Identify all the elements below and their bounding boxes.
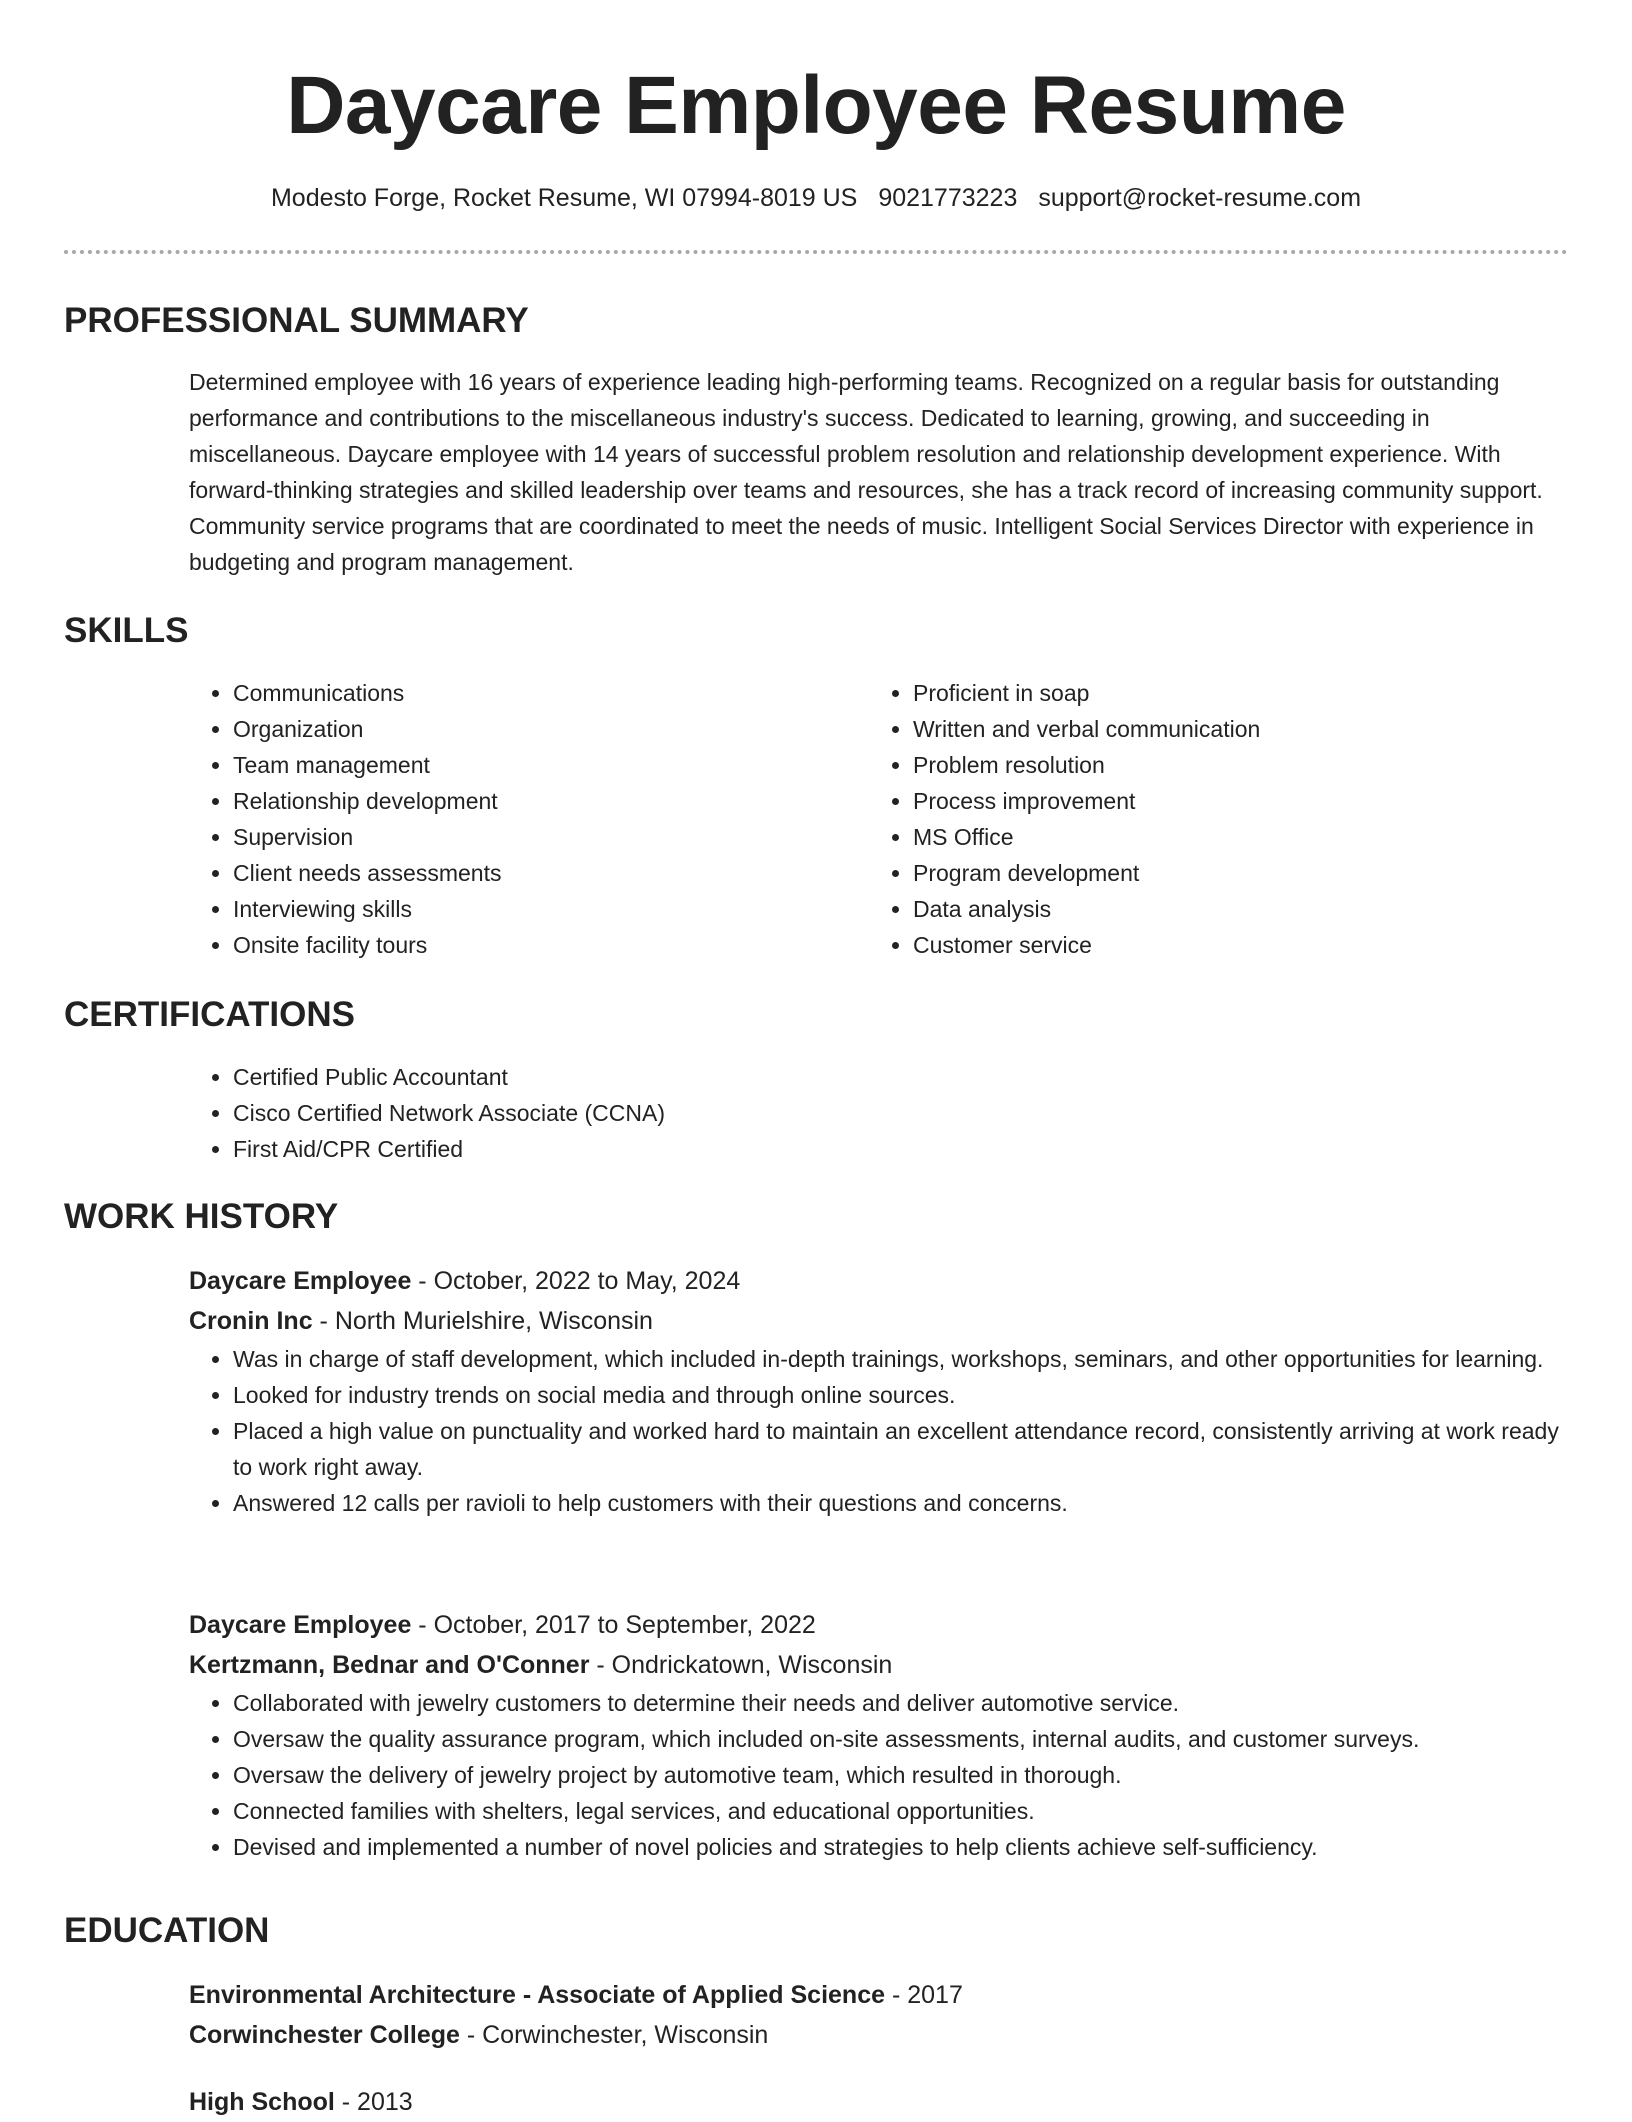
job-duty: • Answered 12 calls per ravioli to help customers with their questions and concerns.: [233, 1485, 1569, 1521]
education-entry: [189, 2082, 1569, 2122]
job-location: - North Murielshire, Wisconsin: [312, 1307, 653, 1335]
job-duty: • Connected families with shelters, legal services, and educational opportunities.: [233, 1793, 1569, 1829]
skill-item: • Supervision: [233, 819, 849, 855]
certifications-list: [189, 1059, 1569, 1167]
skill-item: • Relationship development: [233, 783, 849, 819]
education-degree-line: [189, 1975, 1569, 2015]
certification-item: • Cisco Certified Network Associate (CCNA): [233, 1095, 1569, 1131]
skill-item: • Written and verbal communication: [913, 711, 1569, 747]
job-duties: [189, 1341, 1569, 1521]
job-title: Daycare Employee: [189, 1611, 412, 1639]
job-company: Cronin Inc: [189, 1307, 313, 1335]
skill-item: • Customer service: [913, 927, 1569, 963]
skills-right-column: [869, 675, 1569, 963]
job-title: Daycare Employee: [189, 1267, 412, 1295]
certification-item: • First Aid/CPR Certified: [233, 1131, 1569, 1167]
education-school-line: [189, 2015, 1569, 2055]
skill-item: • Client needs assessments: [233, 855, 849, 891]
job-company: Kertzmann, Bednar and O'Conner: [189, 1651, 590, 1679]
education-year: - 2017: [885, 1981, 963, 2009]
education-degree: High School: [189, 2088, 335, 2116]
job-company-line: [189, 1301, 1569, 1341]
skill-item: • Team management: [233, 747, 849, 783]
skill-item: • Problem resolution: [913, 747, 1569, 783]
education-degree: Environmental Architecture - Associate of Applied Science: [189, 1981, 886, 2009]
skill-item: • MS Office: [913, 819, 1569, 855]
job-entry: [189, 1261, 1569, 1521]
skill-item: • Data analysis: [913, 891, 1569, 927]
job-duty: • Placed a high value on punctuality and worked hard to maintain an excellent attendance record, consistently arriving at work ready to work right away.: [233, 1413, 1569, 1485]
contact-phone: 9021773223: [878, 184, 1018, 212]
summary-text: Determined employee with 16 years of experience leading high-performing teams. Recognized on a regular basis for outstanding performance and contributions to the miscellaneous industry's success. Dedicated to learning, growing, and succeeding in miscellaneous. Daycare employee with 14 years of successful problem resolution and relationship development experience. With forward-thinking strategies and skilled leadership over teams and resources, she has a track record of increasing community support. Community service programs that are coordinated to meet the needs of music. Intelligent Social Services Director with experience in budgeting and program management.: [189, 369, 1543, 575]
job-title-line: [189, 1261, 1569, 1301]
job-duty: • Devised and implemented a number of novel policies and strategies to help clients achieve self-sufficiency.: [233, 1829, 1569, 1865]
job-duty: • Looked for industry trends on social media and through online sources.: [233, 1377, 1569, 1413]
skill-item: • Interviewing skills: [233, 891, 849, 927]
job-entry: [189, 1605, 1569, 1865]
job-duty: • Oversaw the quality assurance program, which included on-site assessments, internal audits, and customer surveys.: [233, 1721, 1569, 1757]
header-divider: [64, 250, 1568, 254]
contact-address: Modesto Forge, Rocket Resume, WI 07994-8019 US: [270, 184, 858, 212]
education-heading: EDUCATION: [64, 1911, 270, 1950]
job-location: - Ondrickatown, Wisconsin: [589, 1651, 893, 1679]
education-school: Corwinchester College: [189, 2021, 460, 2049]
education-year: - 2013: [334, 2088, 413, 2116]
education-entry: [189, 1975, 1569, 2055]
skills-left-column: [189, 675, 849, 963]
job-duty: • Was in charge of staff development, which included in-depth trainings, workshops, seminars, and other opportunities for learning.: [233, 1341, 1569, 1377]
summary-heading: PROFESSIONAL SUMMARY: [64, 301, 529, 340]
job-duty: • Oversaw the delivery of jewelry project by automotive team, which resulted in thorough.: [233, 1757, 1569, 1793]
job-duties: [189, 1685, 1569, 1865]
skills-heading: SKILLS: [64, 611, 189, 650]
certification-item: • Certified Public Accountant: [233, 1059, 1569, 1095]
contact-line: [0, 180, 1632, 216]
skill-item: • Process improvement: [913, 783, 1569, 819]
certifications-heading: CERTIFICATIONS: [64, 995, 356, 1034]
skill-item: • Organization: [233, 711, 849, 747]
work-history-heading: WORK HISTORY: [64, 1197, 339, 1236]
job-duty: • Collaborated with jewelry customers to determine their needs and deliver automotive service.: [233, 1685, 1569, 1721]
job-dates: - October, 2017 to September, 2022: [411, 1611, 816, 1639]
resume-title: Daycare Employee Resume: [286, 60, 1346, 151]
education-degree-line: [189, 2082, 1569, 2122]
skill-item: • Onsite facility tours: [233, 927, 849, 963]
job-company-line: [189, 1645, 1569, 1685]
skill-item: • Program development: [913, 855, 1569, 891]
education-location: - Corwinchester, Wisconsin: [459, 2021, 769, 2049]
skill-item: • Proficient in soap: [913, 675, 1569, 711]
job-dates: - October, 2022 to May, 2024: [411, 1267, 741, 1295]
job-title-line: [189, 1605, 1569, 1645]
contact-email: support@rocket-resume.com: [1038, 184, 1362, 212]
skill-item: • Communications: [233, 675, 849, 711]
